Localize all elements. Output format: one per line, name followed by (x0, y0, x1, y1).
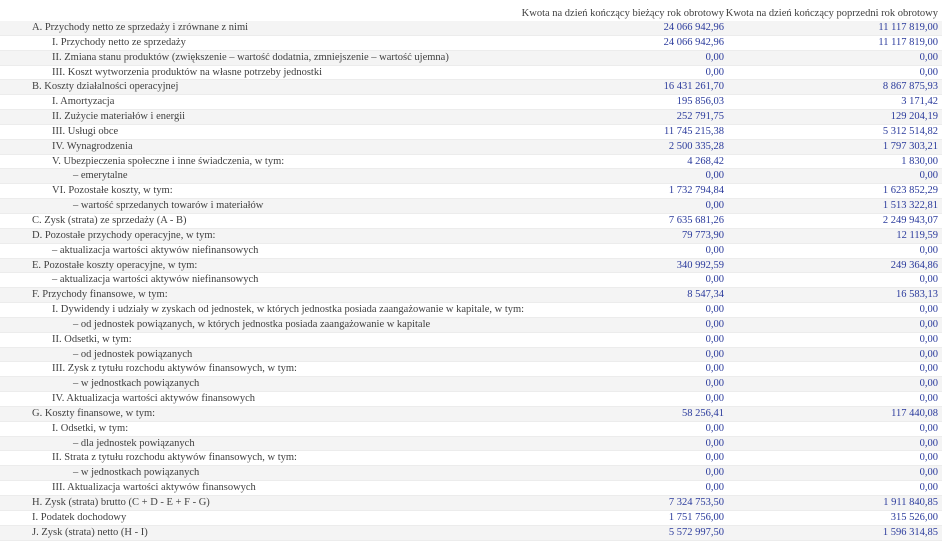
table-row (0, 66, 942, 81)
value-previous-year: 11 117 819,00 (878, 36, 938, 48)
table-row (0, 303, 942, 318)
value-previous-year: 0,00 (919, 452, 938, 464)
table-row (0, 288, 942, 303)
table-row (0, 155, 942, 170)
value-previous-year: 0,00 (919, 482, 938, 494)
row-label: H. Zysk (strata) brutto (C + D - E + F - G) (32, 497, 210, 508)
row-label: G. Koszty finansowe, w tym: (32, 407, 156, 419)
value-current-year: 0,00 (705, 452, 724, 464)
row-label: – w jednostkach powiązanych (73, 467, 200, 479)
value-current-year: 7 635 681,26 (668, 214, 724, 226)
value-previous-year: 0,00 (919, 393, 938, 405)
value-previous-year: 1 830,00 (901, 155, 938, 167)
value-current-year: 2 500 335,28 (668, 140, 724, 152)
value-current-year: 7 324 753,50 (668, 497, 724, 508)
row-label: IV. Wynagrodzenia (52, 140, 133, 152)
value-current-year: 0,00 (705, 170, 724, 182)
row-label: III. Usługi obce (52, 125, 119, 137)
row-label: I. Przychody netto ze sprzedaży (52, 36, 186, 48)
table-row (0, 229, 942, 244)
row-label: D. Pozostałe przychody operacyjne, w tym: (32, 229, 216, 241)
value-current-year: 340 992,59 (676, 259, 724, 271)
table-row (0, 259, 942, 274)
value-current-year: 0,00 (705, 467, 724, 479)
row-label: C. Zysk (strata) ze sprzedaży (A - B) (32, 214, 187, 226)
value-current-year: 252 791,75 (676, 111, 724, 123)
row-label: I. Amortyzacja (52, 96, 115, 108)
table-row (0, 244, 942, 259)
row-label: II. Zużycie materiałów i energii (52, 111, 186, 123)
value-previous-year: 117 440,08 (891, 407, 938, 419)
table-row (0, 333, 942, 348)
value-current-year: 0,00 (705, 348, 724, 360)
table-row (0, 407, 942, 422)
value-previous-year: 0,00 (919, 318, 938, 330)
value-previous-year: 1 623 852,29 (882, 185, 938, 197)
value-previous-year: 1 513 322,81 (882, 200, 938, 212)
row-label: IV. Aktualizacja wartości aktywów finansowych (52, 393, 256, 405)
value-previous-year: 129 204,19 (890, 111, 938, 123)
row-label: VI. Pozostałe koszty, w tym: (52, 185, 173, 197)
row-label: I. Dywidendy i udziały w zyskach od jednostek, w których jednostka posiada zaangażowanie w kapitale, w tym: (52, 304, 525, 316)
table-row (0, 451, 942, 466)
table-row (0, 496, 942, 511)
value-current-year: 11 745 215,38 (664, 125, 724, 137)
row-label: – dla jednostek powiązanych (73, 437, 195, 449)
value-previous-year: 0,00 (919, 363, 938, 375)
table-header (0, 5, 942, 21)
value-previous-year: 2 249 943,07 (882, 214, 938, 226)
value-previous-year: 11 117 819,00 (878, 22, 938, 33)
header-previous-year: Kwota na dzień kończący poprzedni rok obrotowy (725, 8, 938, 19)
table-row (0, 348, 942, 363)
value-previous-year: 1 911 840,85 (883, 497, 938, 508)
table-row (0, 511, 942, 526)
table-row (0, 169, 942, 184)
row-label: – aktualizacja wartości aktywów niefinansowych (52, 274, 259, 286)
value-current-year: 5 572 997,50 (668, 526, 724, 538)
value-previous-year: 0,00 (919, 467, 938, 479)
value-current-year: 58 256,41 (682, 407, 724, 419)
value-current-year: 8 547,34 (687, 289, 724, 301)
row-label: V. Ubezpieczenia społeczne i inne świadczenia, w tym: (52, 155, 285, 167)
table-row (0, 51, 942, 66)
value-current-year: 0,00 (705, 66, 724, 78)
value-previous-year: 0,00 (919, 66, 938, 78)
row-label: II. Odsetki, w tym: (52, 333, 132, 345)
value-previous-year: 0,00 (919, 274, 938, 286)
value-current-year: 0,00 (705, 437, 724, 449)
table-row (0, 481, 942, 496)
table-row (0, 110, 942, 125)
value-previous-year: 0,00 (919, 51, 938, 63)
header-current-year: Kwota na dzień kończący bieżący rok obrotowy (521, 8, 724, 19)
value-previous-year: 8 867 875,93 (882, 81, 938, 93)
value-previous-year: 0,00 (919, 378, 938, 390)
value-previous-year: 5 312 514,82 (882, 125, 938, 137)
row-label: A. Przychody netto ze sprzedaży i zrównane z nimi (32, 22, 249, 33)
table-row (0, 214, 942, 229)
value-previous-year: 0,00 (919, 422, 938, 434)
value-current-year: 0,00 (705, 482, 724, 494)
value-current-year: 195 856,03 (676, 96, 724, 108)
value-current-year: 1 751 756,00 (668, 511, 724, 523)
value-previous-year: 0,00 (919, 348, 938, 360)
value-previous-year: 0,00 (919, 244, 938, 256)
value-previous-year: 315 526,00 (890, 511, 938, 523)
row-label: – emerytalne (73, 170, 128, 182)
row-label: III. Zysk z tytułu rozchodu aktywów finansowych, w tym: (52, 363, 297, 375)
table-row (0, 526, 942, 541)
table-row (0, 377, 942, 392)
value-previous-year: 0,00 (919, 304, 938, 316)
table-row (0, 422, 942, 437)
value-current-year: 0,00 (705, 200, 724, 212)
value-current-year: 79 773,90 (682, 229, 724, 241)
value-current-year: 16 431 261,70 (663, 81, 724, 93)
value-previous-year: 12 119,59 (896, 229, 938, 241)
row-label: III. Koszt wytworzenia produktów na własne potrzeby jednostki (52, 66, 323, 78)
value-current-year: 0,00 (705, 422, 724, 434)
table-row (0, 21, 942, 36)
table-row (0, 199, 942, 214)
value-previous-year: 1 797 303,21 (882, 140, 938, 152)
table-row (0, 184, 942, 199)
row-label: – od jednostek powiązanych, w których jednostka posiada zaangażowanie w kapitale (73, 318, 431, 330)
value-current-year: 0,00 (705, 274, 724, 286)
row-label: – aktualizacja wartości aktywów niefinansowych (52, 244, 259, 256)
value-current-year: 0,00 (705, 304, 724, 316)
value-previous-year: 3 171,42 (901, 96, 938, 108)
table-row (0, 36, 942, 51)
value-current-year: 24 066 942,96 (663, 36, 724, 48)
table-row (0, 362, 942, 377)
table-row (0, 392, 942, 407)
value-current-year: 0,00 (705, 244, 724, 256)
value-previous-year: 0,00 (919, 170, 938, 182)
row-label: J. Zysk (strata) netto (H - I) (32, 526, 148, 538)
value-current-year: 0,00 (705, 393, 724, 405)
row-label: – w jednostkach powiązanych (73, 378, 200, 390)
table-row (0, 273, 942, 288)
value-current-year: 0,00 (705, 363, 724, 375)
value-previous-year: 0,00 (919, 333, 938, 345)
value-current-year: 0,00 (705, 333, 724, 345)
row-label: III. Aktualizacja wartości aktywów finansowych (52, 482, 256, 494)
table-row (0, 318, 942, 333)
table-row (0, 437, 942, 452)
row-label: – wartość sprzedanych towarów i materiałów (73, 200, 264, 212)
value-current-year: 4 268,42 (687, 155, 724, 167)
table-row (0, 140, 942, 155)
value-current-year: 24 066 942,96 (663, 22, 724, 33)
row-label: E. Pozostałe koszty operacyjne, w tym: (32, 259, 198, 271)
row-label: – od jednostek powiązanych (73, 348, 193, 360)
value-previous-year: 16 583,13 (896, 289, 938, 301)
table-row (0, 95, 942, 110)
value-previous-year: 249 364,86 (890, 259, 938, 271)
table-body (0, 21, 942, 541)
row-label: II. Strata z tytułu rozchodu aktywów finansowych, w tym: (52, 452, 297, 464)
income-statement-table (0, 5, 942, 541)
row-label: I. Podatek dochodowy (32, 511, 127, 523)
table-row (0, 80, 942, 95)
row-label: B. Koszty działalności operacyjnej (32, 81, 179, 93)
row-label: II. Zmiana stanu produktów (zwiększenie – wartość dodatnia, zmniejszenie – wartość ujemna) (52, 51, 449, 63)
row-label: F. Przychody finansowe, w tym: (32, 289, 168, 301)
value-current-year: 0,00 (705, 318, 724, 330)
table-row (0, 125, 942, 140)
value-current-year: 0,00 (705, 51, 724, 63)
row-label: I. Odsetki, w tym: (52, 422, 129, 434)
table-row (0, 466, 942, 481)
value-current-year: 0,00 (705, 378, 724, 390)
value-previous-year: 1 596 314,85 (882, 526, 938, 538)
value-current-year: 1 732 794,84 (668, 185, 724, 197)
value-previous-year: 0,00 (919, 437, 938, 449)
